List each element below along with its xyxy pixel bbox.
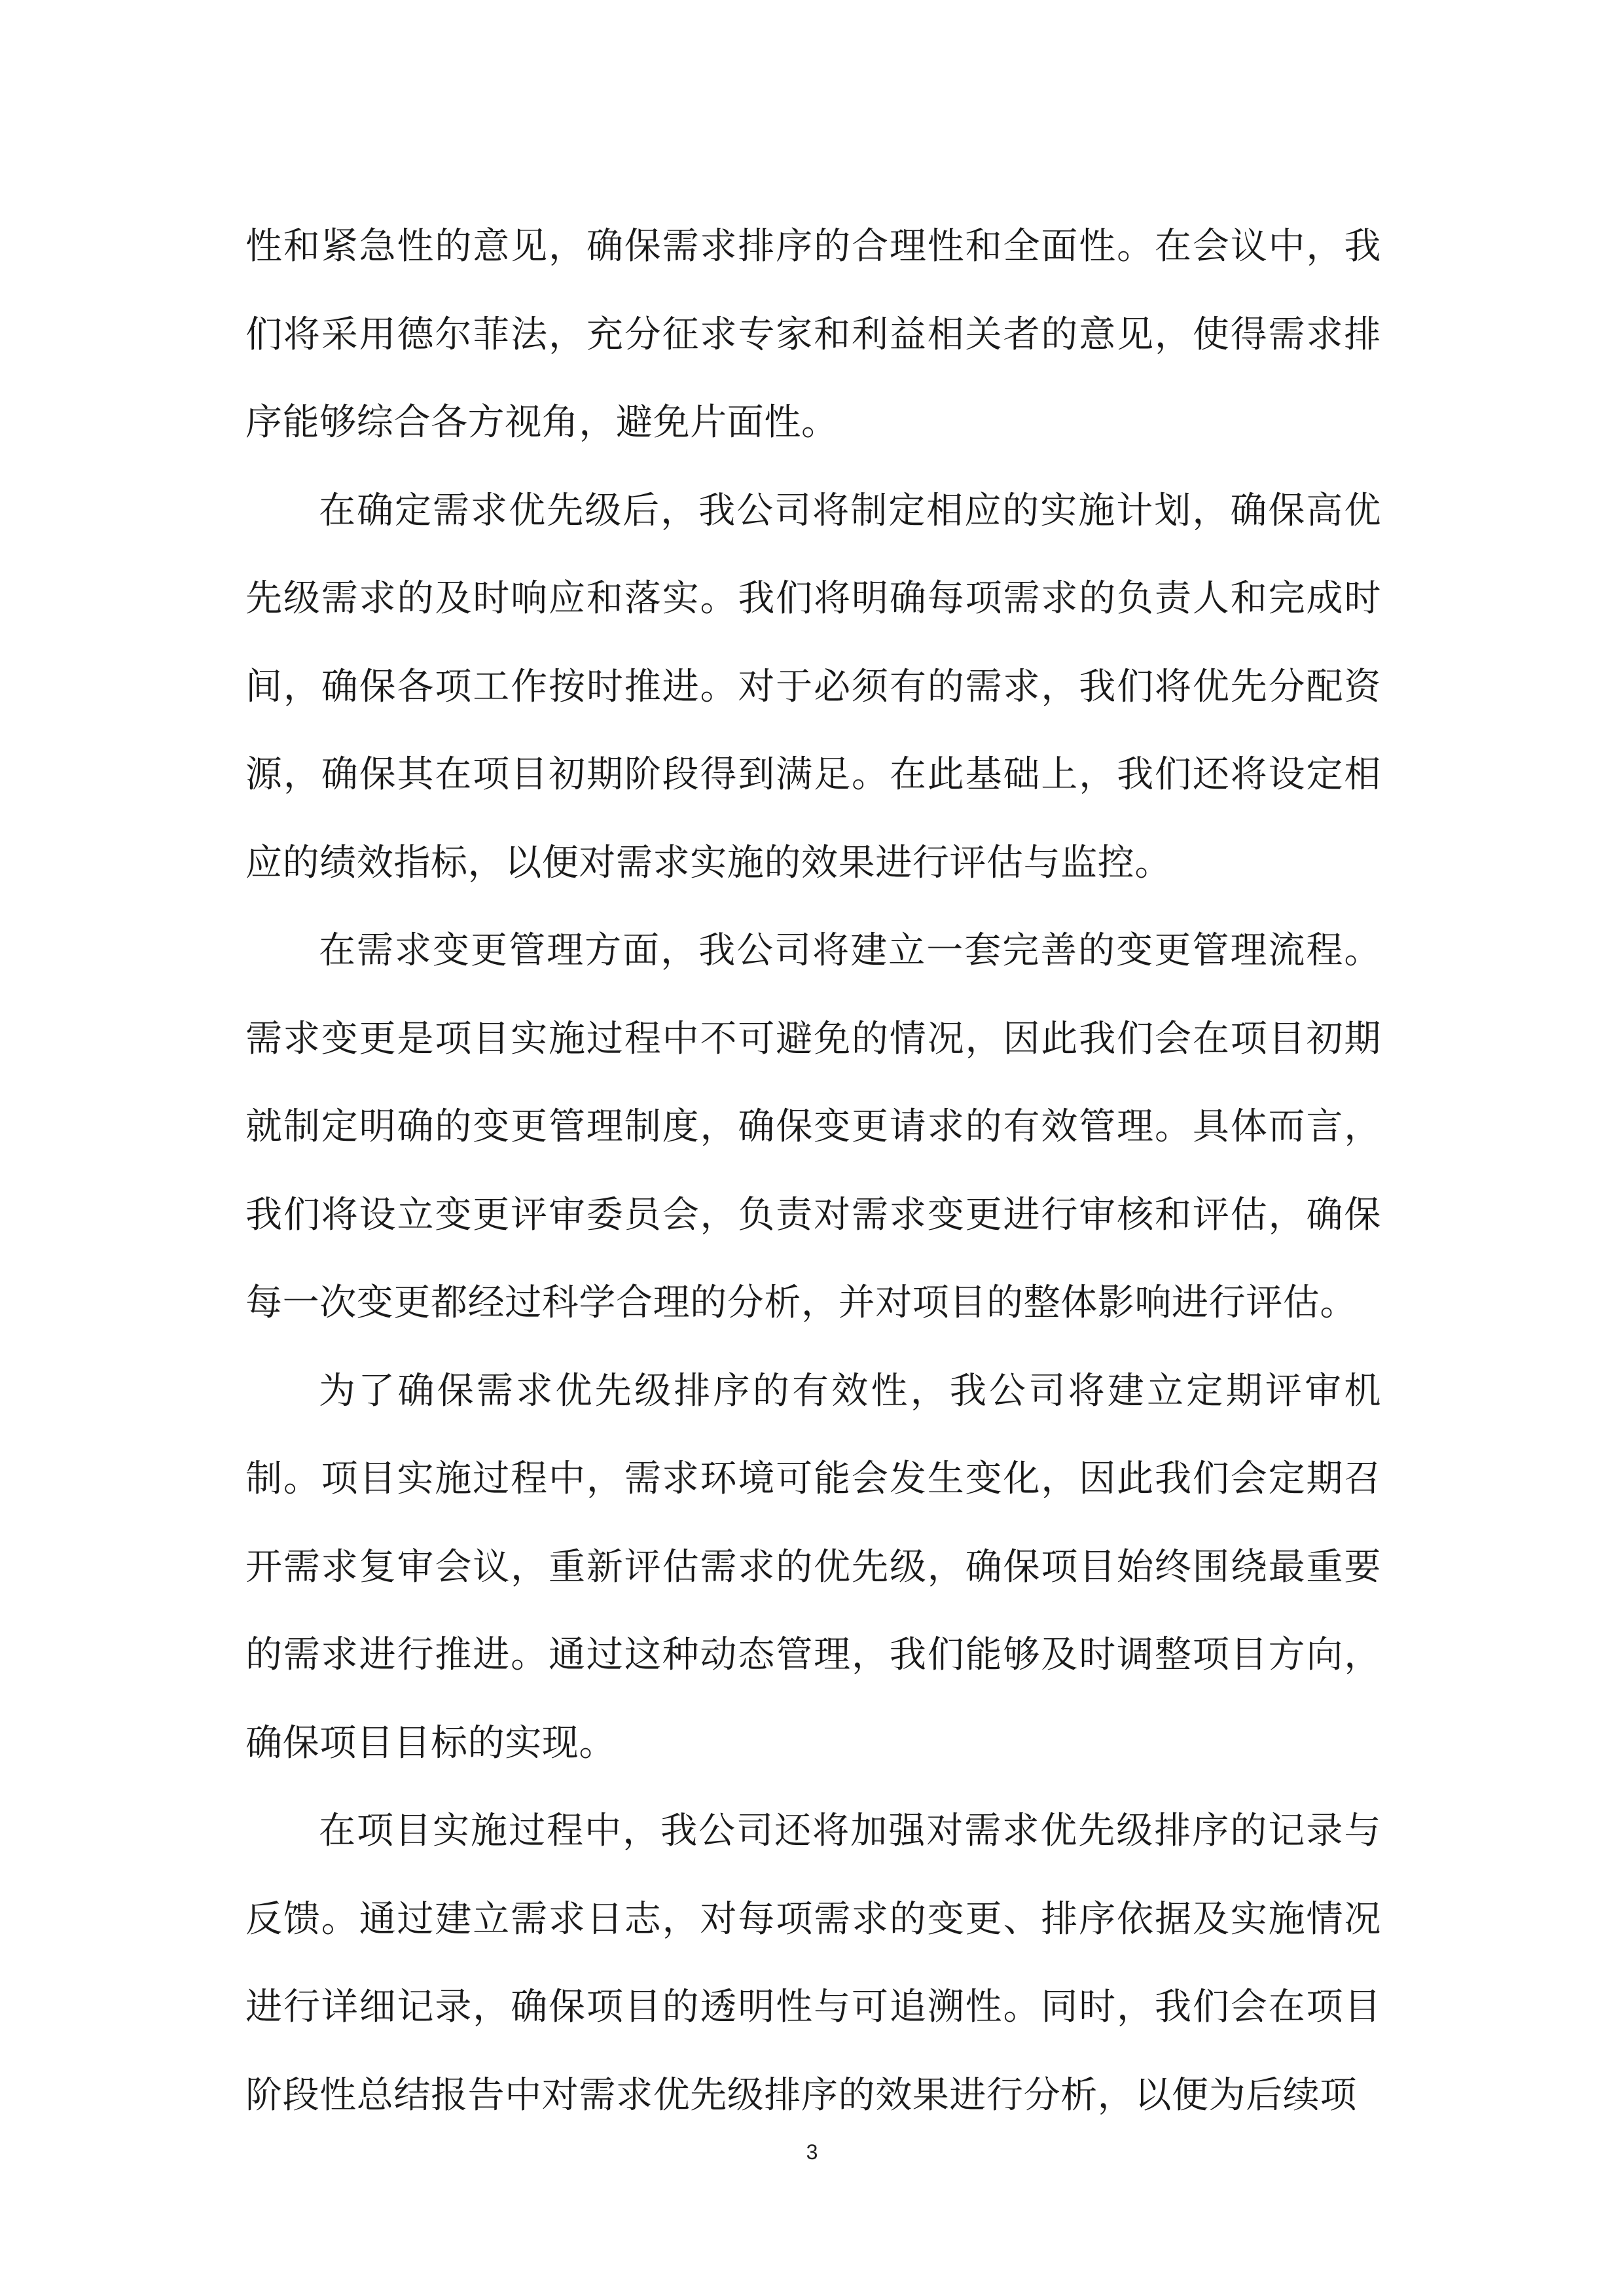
paragraph-records-feedback: 在项目实施过程中，我公司还将加强对需求优先级排序的记录与反馈。通过建立需求日志，对每项需求的变更、排序依据及实施情况进行详细记录，确保项目的透明性与可追溯性。同时，我们会在项目阶段性总结报告中对需求优先级排序的效果进行分析，以便为后续项: [245, 1810, 1381, 2117]
paragraph-implementation-plan: 在确定需求优先级后，我公司将制定相应的实施计划，确保高优先级需求的及时响应和落实。我们将明确每项需求的负责人和完成时间，确保各项工作按时推进。对于必须有的需求，我们将优先分配资源，确保其在项目初期阶段得到满足。在此基础上，我们还将设定相应的绩效指标，以便对需求实施的效果进行评估与监控。: [245, 489, 1381, 884]
paragraph-continuation: 性和紧急性的意见，确保需求排序的合理性和全面性。在会议中，我们将采用德尔菲法，充分征求专家和利益相关者的意见，使得需求排序能够综合各方视角，避免片面性。: [245, 225, 1381, 444]
paragraph-periodic-review: 为了确保需求优先级排序的有效性，我公司将建立定期评审机制。项目实施过程中，需求环境可能会发生变化，因此我们会定期召开需求复审会议，重新评估需求的优先级，确保项目始终围绕最重要的需求进行推进。通过这种动态管理，我们能够及时调整项目方向，确保项目目标的实现。: [245, 1369, 1381, 1765]
page-number: 3: [806, 2140, 818, 2164]
paragraph-change-management: 在需求变更管理方面，我公司将建立一套完善的变更管理流程。需求变更是项目实施过程中不可避免的情况，因此我们会在项目初期就制定明确的变更管理制度，确保变更请求的有效管理。具体而言，我们将设立变更评审委员会，负责对需求变更进行审核和评估，确保每一次变更都经过科学合理的分析，并对项目的整体影响进行评估。: [245, 929, 1381, 1324]
body-text: [245, 203, 1381, 2140]
